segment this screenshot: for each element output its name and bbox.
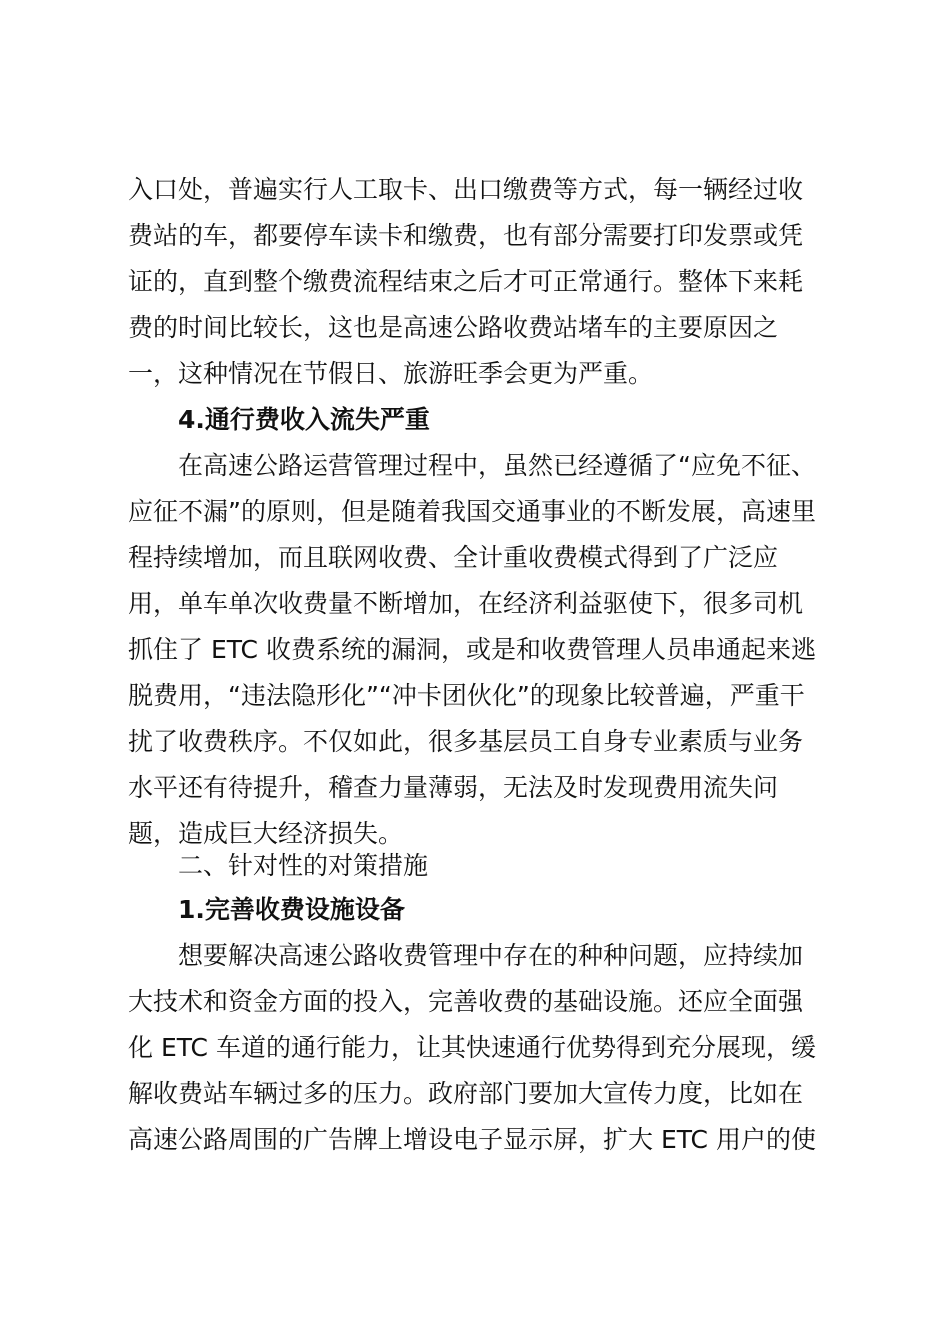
body-line-19: 大技术和资金方面的投入，完善收费的基础设施。还应全面强: [128, 987, 804, 1016]
body-line-20: 化 ETC 车道的通行能力，让其快速通行优势得到充分展现，缓: [128, 1033, 816, 1062]
body-line-3: 证的，直到整个缴费流程结束之后才可正常通行。整体下来耗: [128, 267, 804, 296]
body-line-21: 解收费站车辆过多的压力。政府部门要加大宣传力度，比如在: [128, 1079, 804, 1108]
body-line-9: 程持续增加，而且联网收费、全计重收费模式得到了广泛应: [128, 543, 779, 572]
section-heading-1: 1.完善收费设施设备: [178, 895, 405, 924]
body-line-2: 费站的车，都要停车读卡和缴费，也有部分需要打印发票或凭: [128, 221, 804, 250]
body-line-1: 入口处，普遍实行人工取卡、出口缴费等方式，每一辆经过收: [128, 175, 804, 204]
body-line-12: 脱费用，“违法隐形化”“冲卡团伙化”的现象比较普遍，严重干: [128, 681, 805, 710]
section-heading-4: 4.通行费收入流失严重: [178, 405, 430, 434]
body-line-22: 高速公路周围的广告牌上增设电子显示屏，扩大 ETC 用户的使: [128, 1125, 816, 1154]
body-line-7: 在高速公路运营管理过程中，虽然已经遵循了“应免不征、: [178, 451, 816, 480]
body-line-18: 想要解决高速公路收费管理中存在的种种问题，应持续加: [178, 941, 804, 970]
body-line-11: 抓住了 ETC 收费系统的漏洞，或是和收费管理人员串通起来逃: [128, 635, 816, 664]
body-line-10: 用，单车单次收费量不断增加，在经济利益驱使下，很多司机: [128, 589, 804, 618]
body-line-14: 水平还有待提升，稽查力量薄弱，无法及时发现费用流失问: [128, 773, 779, 802]
body-line-8: 应征不漏”的原则，但是随着我国交通事业的不断发展，高速里: [128, 497, 816, 526]
body-line-15: 题，造成巨大经济损失。: [128, 819, 404, 848]
chapter-heading-2: 二、针对性的对策措施: [178, 851, 429, 880]
body-line-4: 费的时间比较长，这也是高速公路收费站堵车的主要原因之: [128, 313, 779, 342]
body-line-5: 一，这种情况在节假日、旅游旺季会更为严重。: [128, 359, 654, 388]
body-line-13: 扰了收费秩序。不仅如此，很多基层员工自身专业素质与业务: [128, 727, 804, 756]
